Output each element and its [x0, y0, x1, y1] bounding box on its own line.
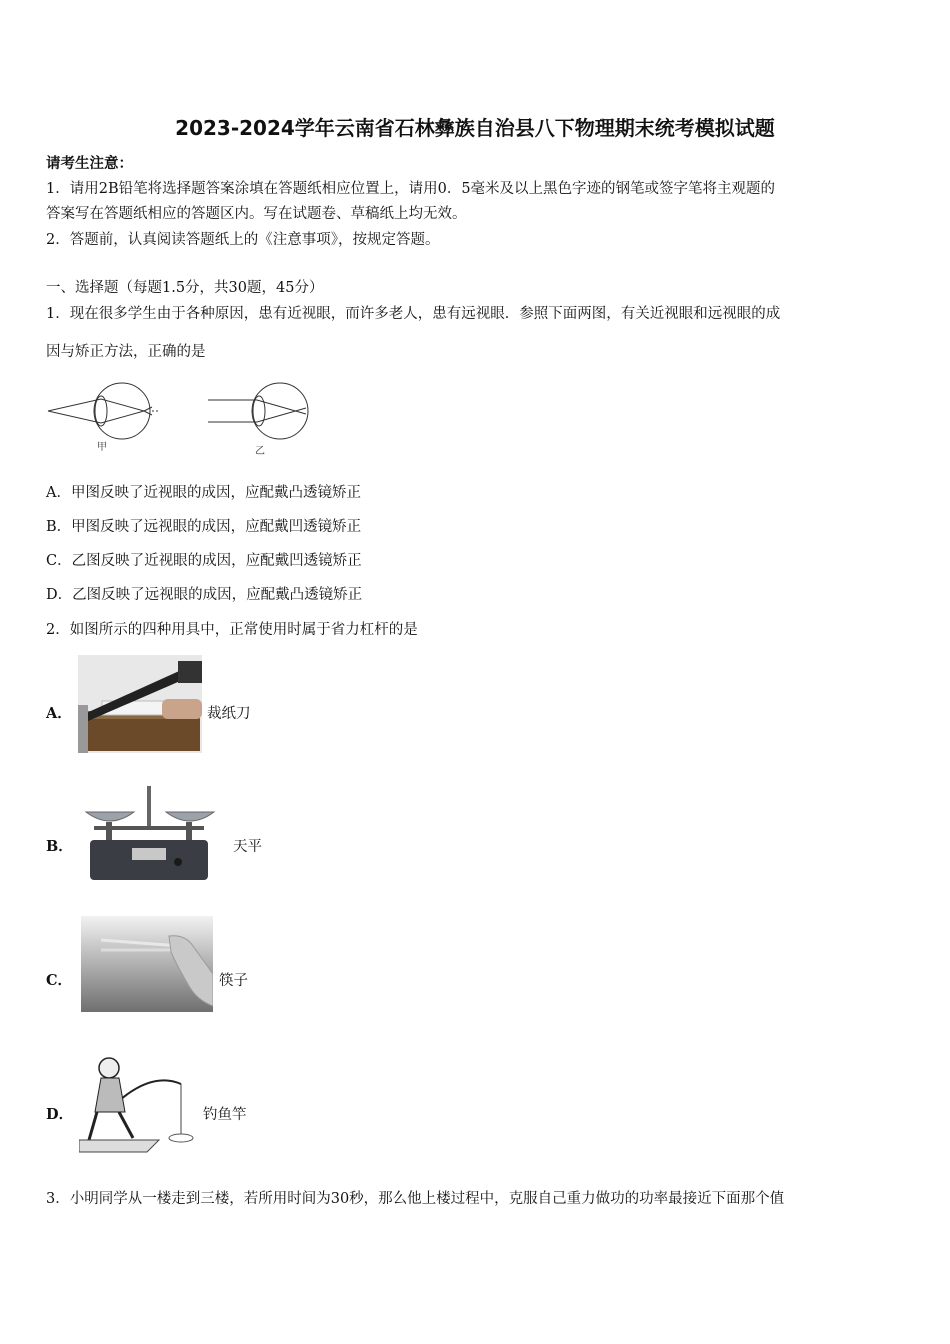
notice-item-1-line-2: 答案写在答题纸相应的答题区内。写在试题卷、草稿纸上均无效。 [46, 206, 467, 222]
question-2-option-d-letter[interactable]: D． [46, 1106, 74, 1123]
question-1-stem-line-2: 因与矫正方法，正确的是 [46, 344, 206, 360]
question-1-option-d[interactable]: D．乙图反映了远视眼的成因，应配戴凸透镜矫正 [46, 587, 363, 603]
question-2-option-c-letter[interactable]: C． [46, 972, 73, 989]
section-heading: 一、选择题（每题1.5分，共30题，45分） [46, 280, 324, 296]
paper-cutter-image [78, 655, 202, 753]
question-2-option-b-letter[interactable]: B． [46, 838, 73, 855]
question-1-stem-line-1: 1．现在很多学生由于各种原因，患有近视眼，而许多老人，患有远视眼．参照下面两图，有关近视眼和远视眼的成 [46, 306, 781, 322]
question-1-option-b[interactable]: B．甲图反映了远视眼的成因，应配戴凹透镜矫正 [46, 519, 362, 535]
question-2-option-a-text[interactable]: 裁纸刀 [207, 706, 251, 722]
figure-label-jia: 甲 [97, 442, 107, 453]
question-1-option-a[interactable]: A．甲图反映了近视眼的成因，应配戴凸透镜矫正 [46, 485, 361, 501]
balance-scale-image [80, 782, 218, 884]
question-2-option-a-letter[interactable]: A． [46, 705, 72, 722]
question-1-option-c[interactable]: C．乙图反映了近视眼的成因，应配戴凹透镜矫正 [46, 553, 362, 569]
eye-diagram-jia [48, 383, 160, 439]
notice-item-2: 2．答题前，认真阅读答题纸上的《注意事项》，按规定答题。 [46, 232, 440, 248]
question-2-stem: 2．如图所示的四种用具中，正常使用时属于省力杠杆的是 [46, 622, 418, 638]
fishing-rod-image [79, 1054, 199, 1154]
page-title: 2023-2024学年云南省石林彝族自治县八下物理期末统考模拟试题 [175, 116, 775, 140]
figure-label-yi: 乙 [255, 446, 265, 457]
question-2-option-b-text[interactable]: 天平 [233, 839, 262, 855]
question-2-option-d-text[interactable]: 钓鱼竿 [203, 1107, 247, 1123]
question-3-stem: 3．小明同学从一楼走到三楼，若所用时间为30秒，那么他上楼过程中，克服自己重力做功的功率最接近下面那个值 [46, 1191, 785, 1207]
eye-diagram-yi [208, 383, 308, 439]
question-2-option-c-text[interactable]: 筷子 [219, 973, 248, 989]
eye-diagrams-figure [44, 378, 324, 462]
chopsticks-image [81, 916, 213, 1012]
notice-heading: 请考生注意： [46, 155, 133, 172]
notice-item-1-line-1: 1．请用2B铅笔将选择题答案涂填在答题纸相应位置上，请用0．5毫米及以上黑色字迹的钢笔或签字笔将主观题的 [46, 181, 776, 197]
